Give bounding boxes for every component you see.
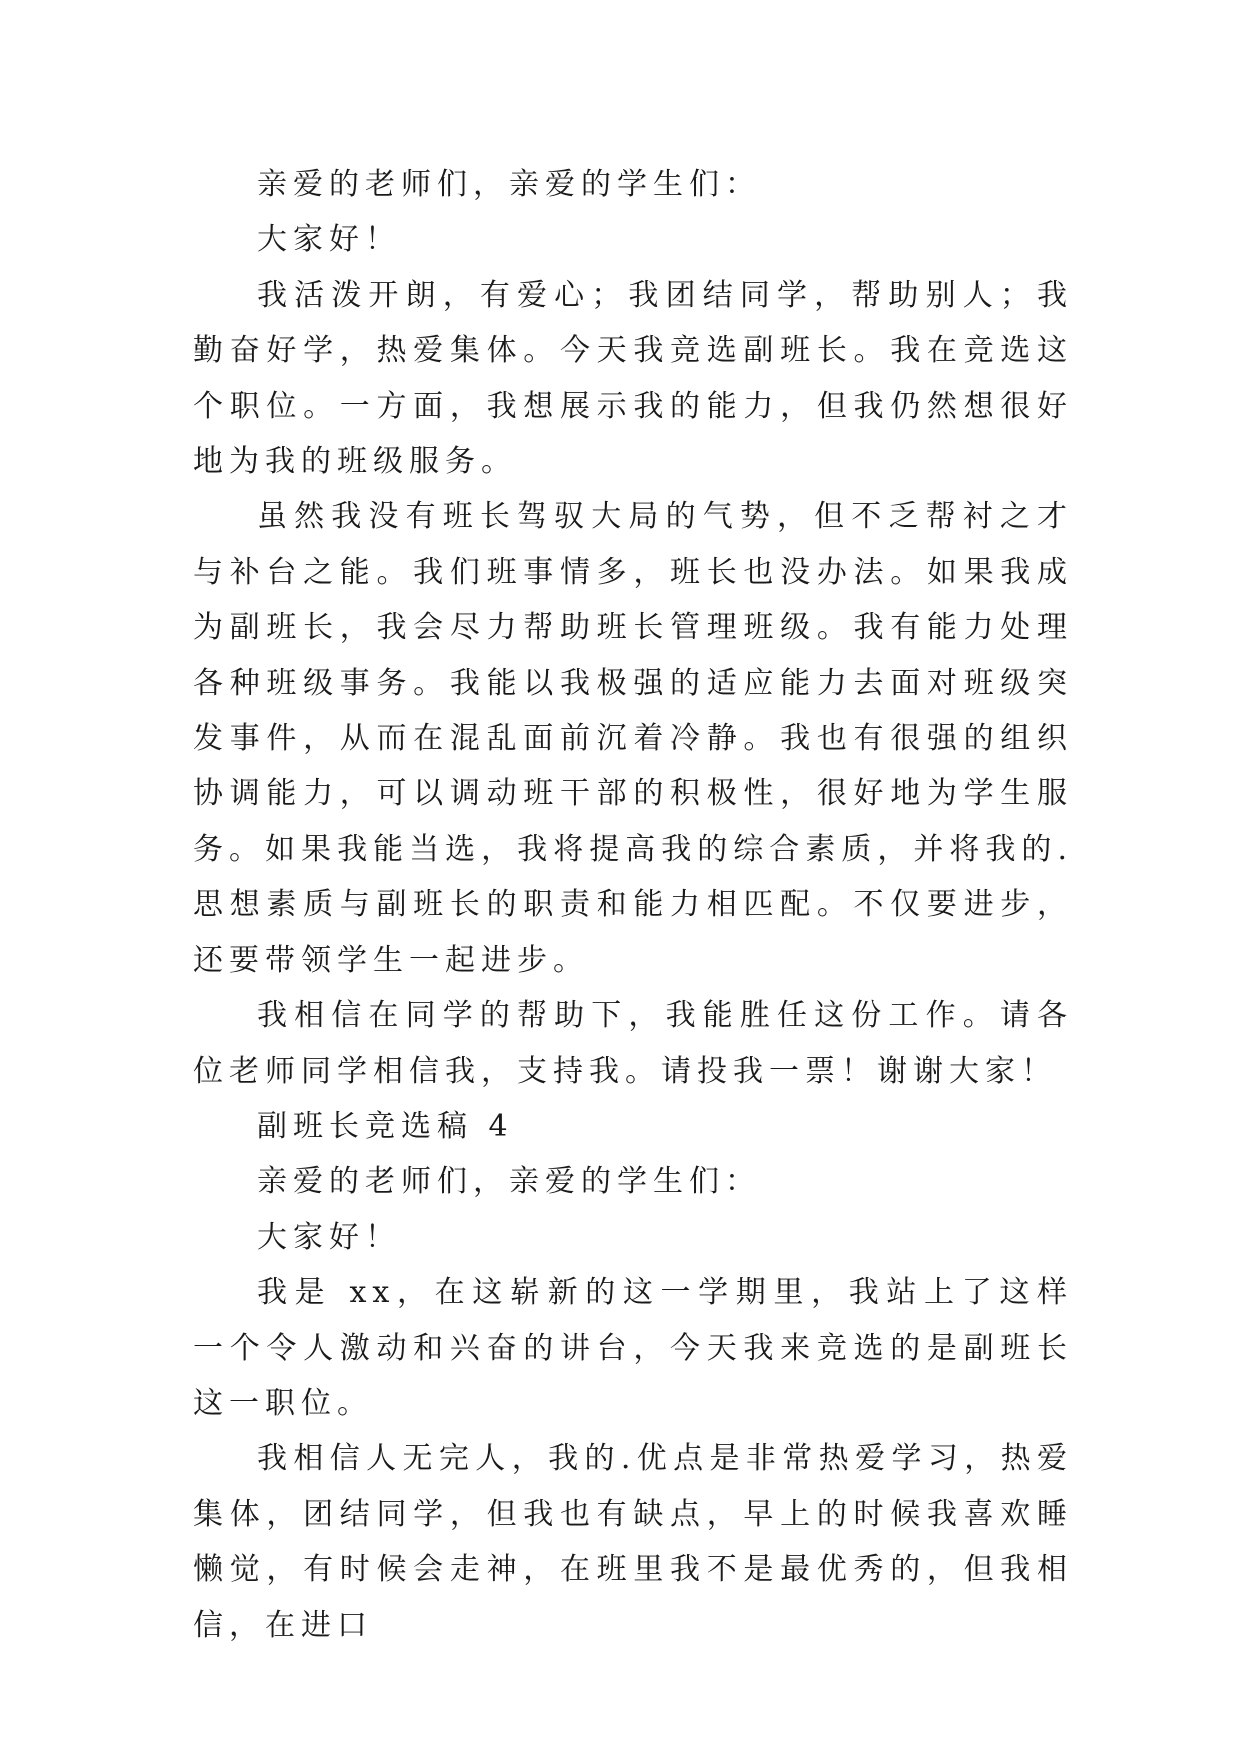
body-paragraph: 我相信在同学的帮助下，我能胜任这份工作。请各位老师同学相信我，支持我。请投我一票！谢谢大家！ (193, 998, 1073, 1089)
salutation: 亲爱的老师们，亲爱的学生们： (257, 167, 761, 202)
body-paragraph: 我是 xx，在这崭新的这一学期里，我站上了这样一个令人激动和兴奋的讲台，今天我来竞选的是副班长这一职位。 (193, 1275, 1073, 1421)
salutation: 亲爱的老师们，亲爱的学生们： (257, 1164, 761, 1200)
greeting: 大家好！ (257, 1219, 401, 1255)
greeting: 大家好！ (257, 222, 401, 258)
body-paragraph: 虽然我没有班长驾驭大局的气势，但不乏帮衬之才与补台之能。我们班事情多，班长也没办法。如果我成为副班长，我会尽力帮助班长管理班级。我有能力处理各种班级事务。我能以我极强的适应能力去面对班级突发事件，从而在混乱面前沉着冷静。我也有很强的组织协调能力，可以调动班干部的积极性，很好地为学生服务。如果我能当选，我将提高我的综合素质，并将我的.思想素质与副班长的职责和能力相匹配。不仅要进步，还要带领学生一起进步。 (193, 499, 1073, 978)
document-body (193, 157, 1073, 1653)
body-paragraph: 我相信人无完人，我的.优点是非常热爱学习，热爱集体，团结同学，但我也有缺点，早上的时候我喜欢睡懒觉，有时候会走神，在班里我不是最优秀的，但我相信，在进口 (193, 1441, 1073, 1643)
body-paragraph: 我活泼开朗，有爱心；我团结同学，帮助别人；我勤奋好学，热爱集体。今天我竞选副班长。我在竞选这个职位。一方面，我想展示我的能力，但我仍然想很好地为我的班级服务。 (193, 277, 1073, 480)
section-heading: 副班长竞选稿 4 (257, 1108, 514, 1144)
